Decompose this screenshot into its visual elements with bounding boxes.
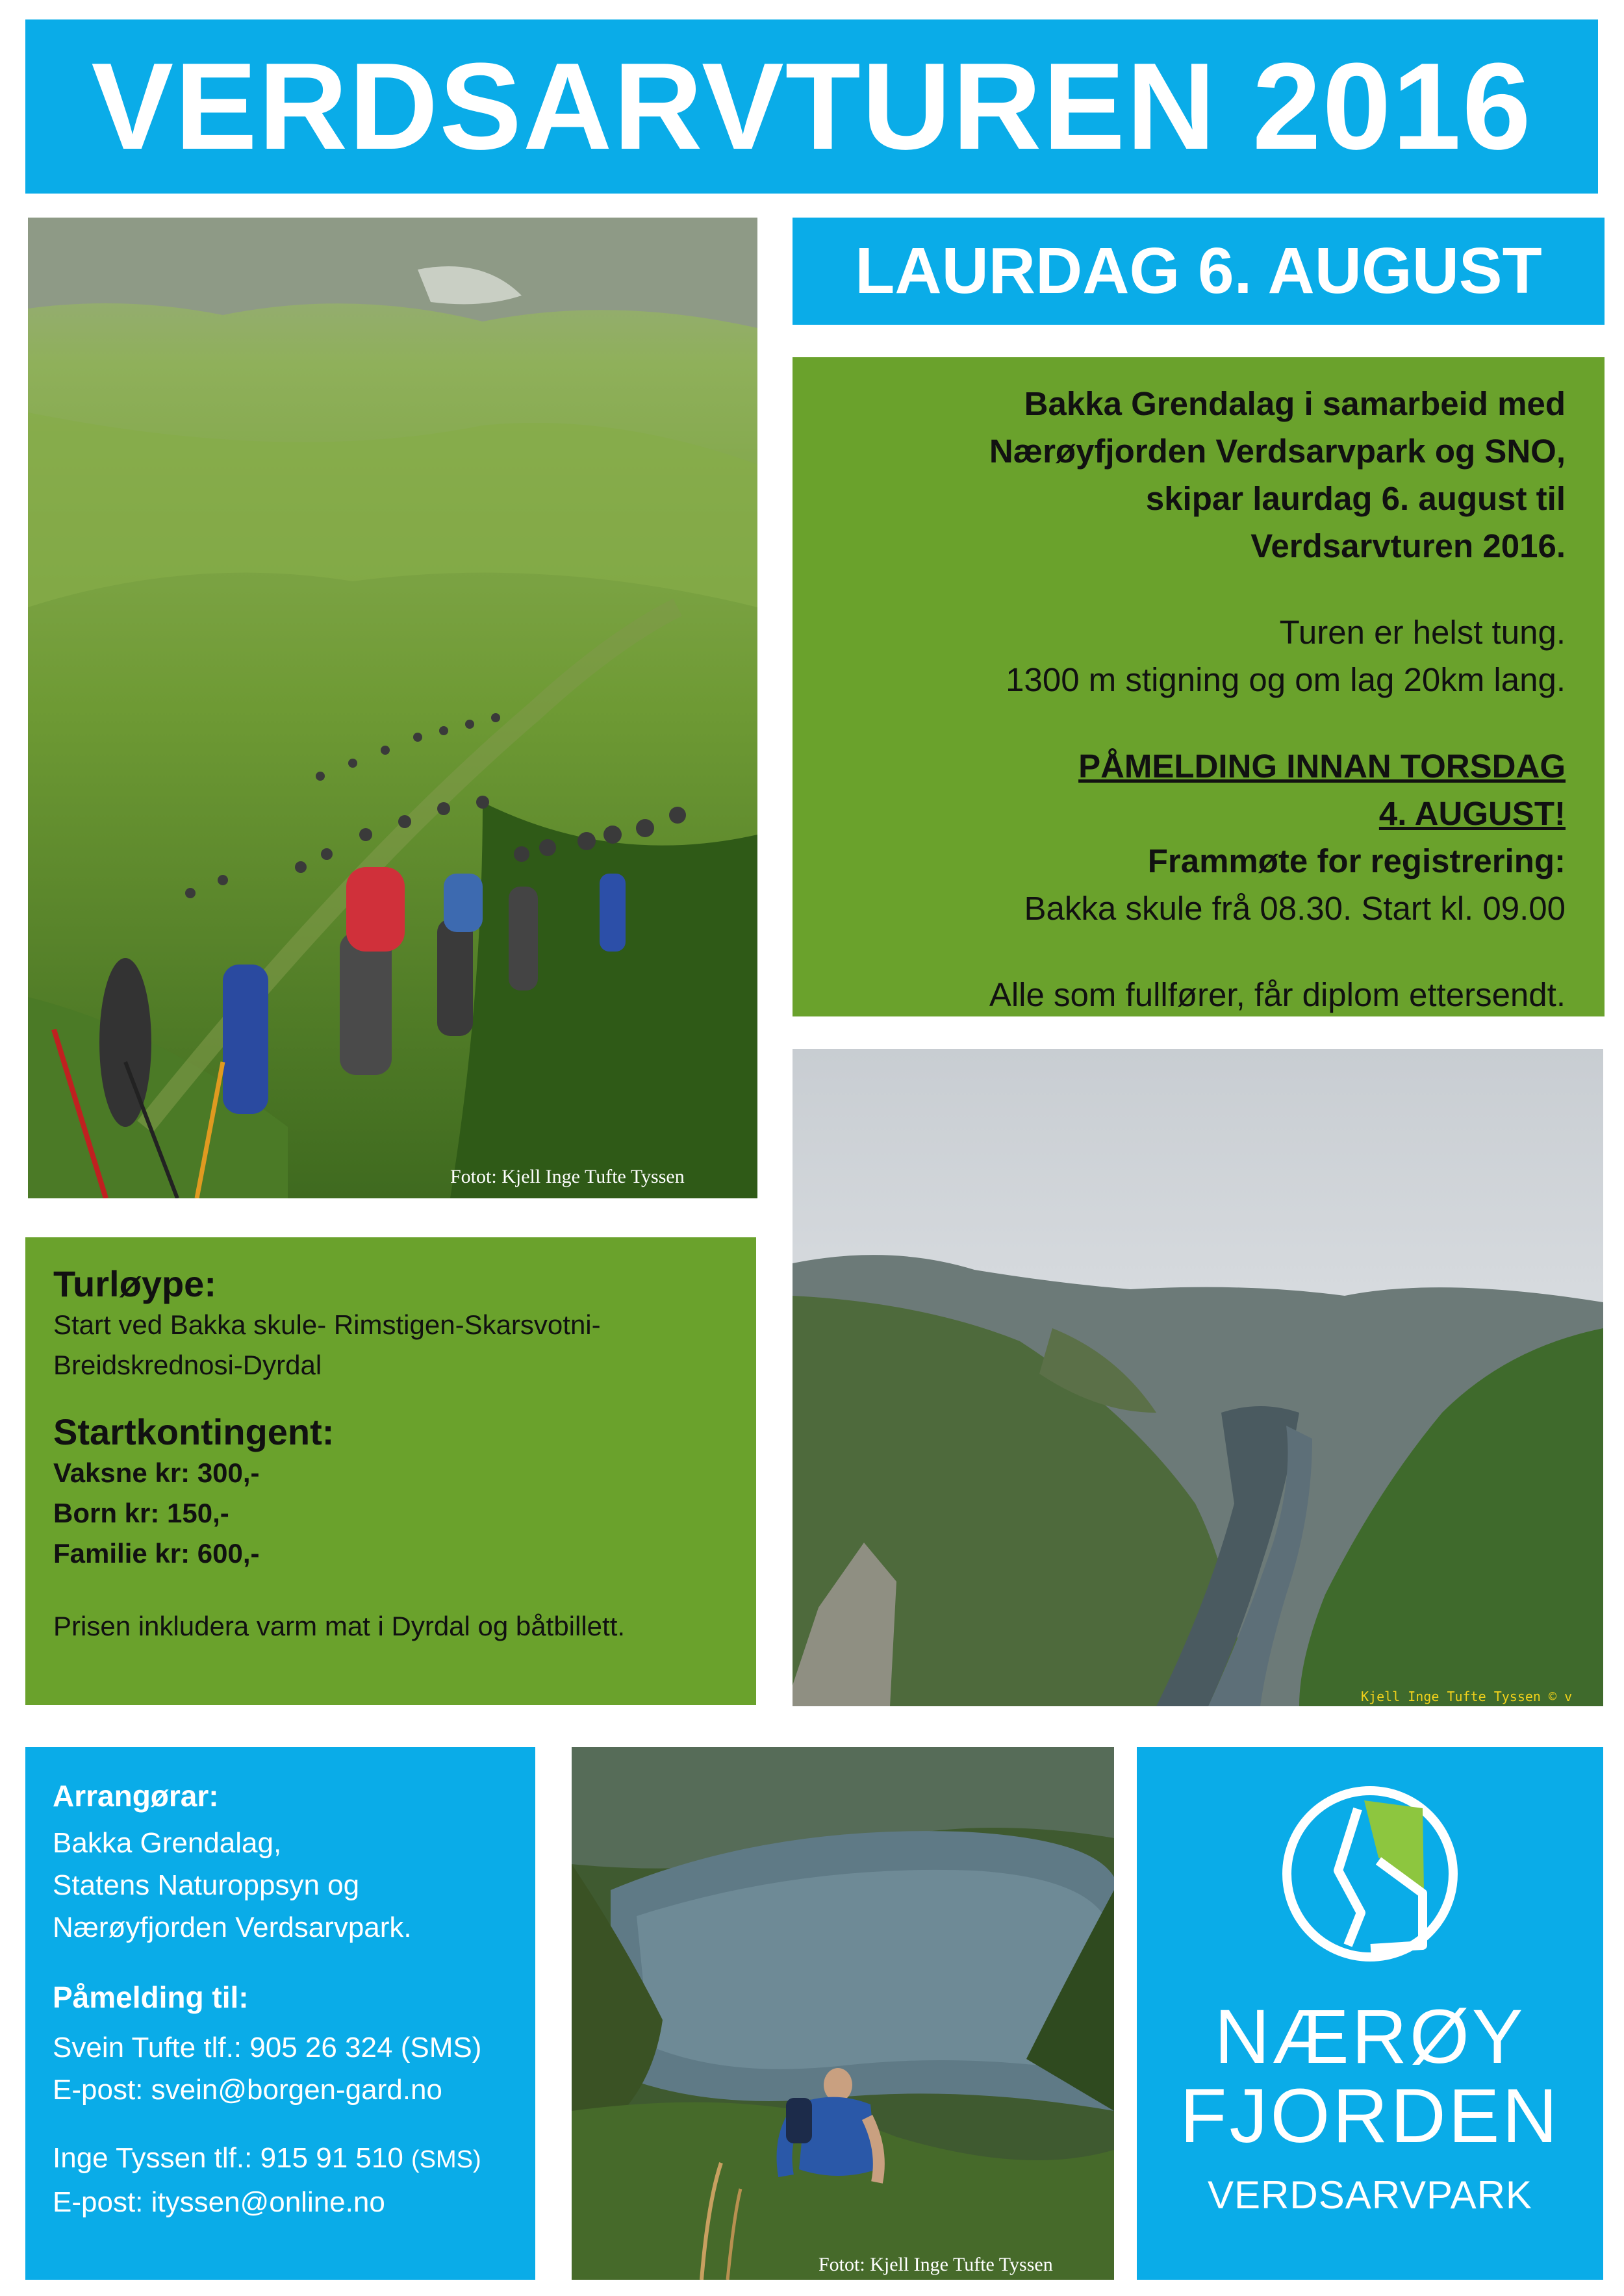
hikers-photo-illustration (28, 218, 757, 1198)
organizers-box (25, 1747, 535, 2280)
intro-line-2: Nærøyfjorden Verdsarvpark og SNO, (989, 433, 1566, 470)
fee-adult: Vaksne kr: 300,- (53, 1457, 260, 1488)
route-line-1: Start ved Bakka skule- Rimstigen-Skarsvotni- (53, 1309, 601, 1340)
fee-child: Born kr: 150,- (53, 1498, 229, 1528)
difficulty-line-1: Turen er helst tung. (1279, 614, 1566, 651)
deadline-line-1: PÅMELDING INNAN TORSDAG (1078, 748, 1566, 785)
climber-photo-credit: Fotot: Kjell Inge Tufte Tyssen (818, 2254, 1053, 2275)
difficulty-line-2: 1300 m stigning og om lag 20km lang. (1006, 661, 1566, 698)
logo-text-line-2: FJORDEN (1180, 2073, 1560, 2159)
contact2-phone-main: Inge Tyssen tlf.: 915 91 510 (53, 2142, 403, 2174)
organizers-heading: Arrangørar: (53, 1779, 219, 1813)
fee-heading: Startkontingent: (53, 1411, 335, 1452)
intro-line-1: Bakka Grendalag i samarbeid med (1024, 385, 1566, 422)
hikers-photo (28, 218, 757, 1198)
meetup-text: Bakka skule frå 08.30. Start kl. 09.00 (1024, 890, 1566, 927)
intro-line-3: skipar laurdag 6. august til (1145, 480, 1566, 517)
fjord-photo-illustration (793, 1049, 1603, 1706)
fee-note: Prisen inkludera varm mat i Dyrdal og båtbillett. (53, 1611, 626, 1641)
fee-family: Familie kr: 600,- (53, 1538, 260, 1569)
organizer-2: Statens Naturoppsyn og (53, 1869, 360, 1901)
contact2-phone-sms: (SMS) (411, 2146, 481, 2173)
date-banner (793, 218, 1605, 325)
climber-photo (572, 1747, 1114, 2280)
deadline-line-2: 4. AUGUST! (1378, 795, 1566, 832)
meetup-heading: Frammøte for registrering: (1147, 842, 1566, 879)
logo-text-line-3: VERDSARVPARK (1208, 2173, 1532, 2217)
title-banner (25, 19, 1598, 194)
contact2-phone (53, 2137, 508, 2181)
event-date: LAURDAG 6. AUGUST (855, 234, 1542, 307)
page-title: VERDSARVTUREN 2016 (91, 38, 1532, 175)
contact1-phone: Svein Tufte tlf.: 905 26 324 (SMS) (53, 2032, 482, 2063)
route-heading: Turløype: (53, 1263, 216, 1304)
route-line-2: Breidskrednosi-Dyrdal (53, 1350, 322, 1380)
organizer-3: Nærøyfjorden Verdsarvpark. (53, 1911, 412, 1943)
climber-photo-illustration (572, 1747, 1114, 2280)
fjord-photo-credit: Kjell Inge Tufte Tyssen © v (1361, 1689, 1573, 1704)
logo-box (1137, 1747, 1603, 2280)
contact2-email: E-post: ityssen@online.no (53, 2186, 385, 2218)
organizer-1: Bakka Grendalag, (53, 1827, 282, 1859)
route-fee-box (25, 1237, 756, 1705)
event-info-box (793, 357, 1605, 1016)
diploma-text: Alle som fullfører, får diplom ettersendt. (989, 976, 1566, 1013)
hikers-photo-credit: Fotot: Kjell Inge Tufte Tyssen (450, 1166, 685, 1187)
signup-heading: Påmelding til: (53, 1980, 249, 2014)
logo-text-line-1: NÆRØY (1214, 1994, 1526, 2080)
intro-line-4: Verdsarvturen 2016. (1250, 527, 1566, 564)
fjord-photo (793, 1049, 1603, 1706)
contact1-email: E-post: svein@borgen-gard.no (53, 2074, 442, 2106)
